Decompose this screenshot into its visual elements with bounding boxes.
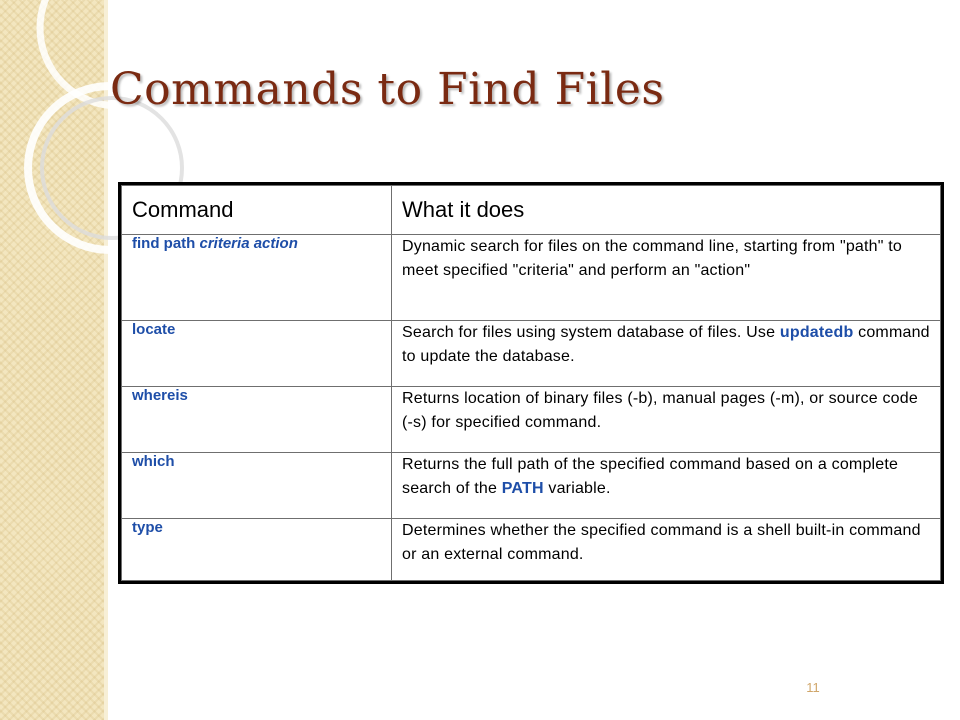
commands-table bbox=[121, 185, 941, 581]
command-cell bbox=[122, 235, 392, 321]
commands-table-frame bbox=[118, 182, 944, 584]
header-command: Command bbox=[122, 186, 392, 235]
table-row bbox=[122, 321, 941, 387]
description-cell bbox=[392, 453, 941, 519]
page-number: 11 bbox=[806, 680, 820, 695]
description-text: command to update the database. bbox=[402, 324, 930, 365]
command-cell: locate bbox=[122, 321, 392, 387]
header-what-it-does: What it does bbox=[392, 186, 941, 235]
description-cell: Determines whether the specified command is a shell built-in command or an external command. bbox=[392, 519, 941, 581]
description-cell: Returns location of binary files (-b), manual pages (-m), or source code (-s) for specified command. bbox=[392, 387, 941, 453]
description-cell: Dynamic search for files on the command line, starting from "path" to meet specified "criteria" and perform an "action" bbox=[392, 235, 941, 321]
description-text: Returns the full path of the specified command based on a complete search of the bbox=[402, 456, 899, 497]
command-cell: which bbox=[122, 453, 392, 519]
keyword-path: PATH bbox=[501, 480, 544, 497]
table-row bbox=[122, 235, 941, 321]
table-row bbox=[122, 519, 941, 581]
description-cell bbox=[392, 321, 941, 387]
command-cell: type bbox=[122, 519, 392, 581]
description-text: variable. bbox=[543, 480, 611, 497]
table-row bbox=[122, 453, 941, 519]
slide-title: Commands to Find Files bbox=[110, 64, 665, 115]
table-header-row bbox=[122, 186, 941, 235]
description-text: Search for files using system database of files. Use bbox=[402, 324, 780, 341]
command-cell: whereis bbox=[122, 387, 392, 453]
table-row bbox=[122, 387, 941, 453]
command-args: criteria action bbox=[199, 235, 298, 252]
keyword-updatedb: updatedb bbox=[779, 324, 854, 341]
command-name: find path bbox=[132, 235, 196, 252]
